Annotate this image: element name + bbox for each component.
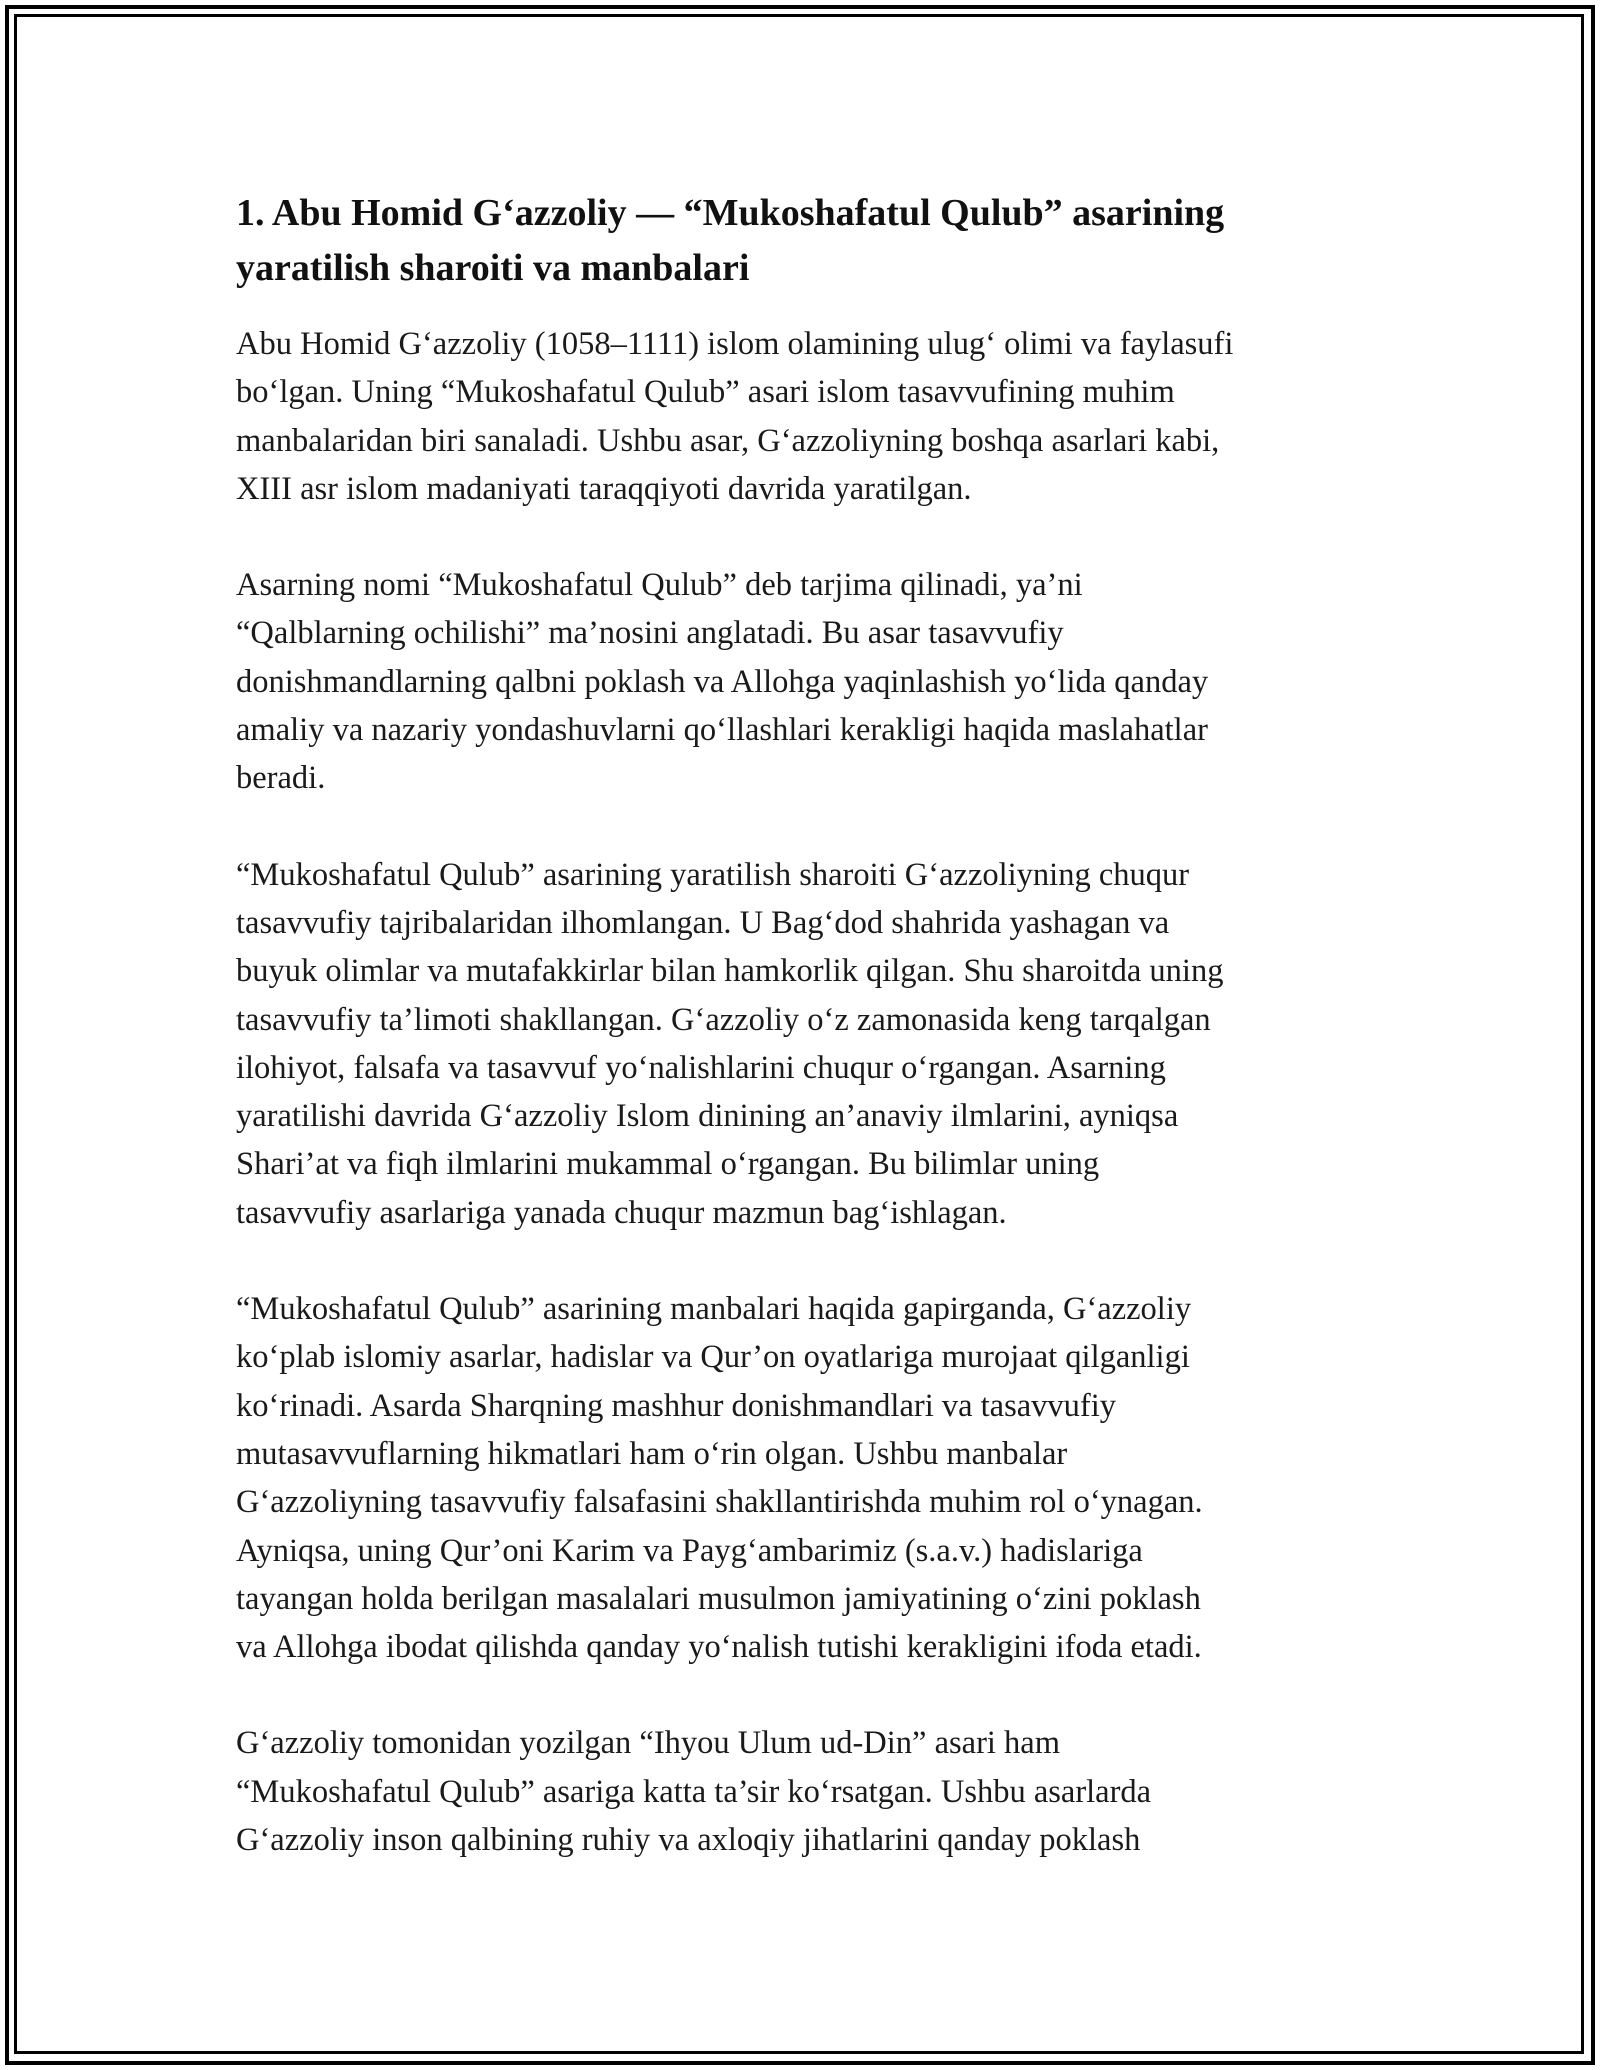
text-line: G‘azzoliy tomonidan yozilgan “Ihyou Ulum ud-Din” asari ham [236,1725,1061,1762]
text-line: buyuk olimlar va mutafakkirlar bilan hamkorlik qilgan. Shu sharoitda uning [236,953,1224,990]
text-line: va Allohga ibodat qilishda qanday yo‘nalish tutishi kerakligini ifoda etadi. [236,1629,1202,1666]
text-line: yaratilishi davrida G‘azzoliy Islom dinining an’anaviy ilmlarini, ayniqsa [236,1098,1179,1135]
text-line: “Mukoshafatul Qulub” asarining yaratilish sharoiti G‘azzoliyning chuqur [236,856,1190,893]
text-line: XIII asr islom madaniyati taraqqiyoti davrida yaratilgan. [236,470,972,507]
text-line: ilohiyot, falsafa va tasavvuf yo‘nalishlarini chuqur o‘rgangan. Asarning [236,1049,1166,1086]
heading-line: yaratilish sharoiti va manbalari [236,247,750,289]
paragraph-2 [236,561,1396,802]
text-line: amaliy va nazariy yondashuvlarni qo‘llashlari kerakligi haqida maslahatlar [236,712,1208,749]
text-line: manbalaridan biri sanaladi. Ushbu asar, G‘azzoliyning boshqa asarlari kabi, [236,422,1220,459]
text-line: “Mukoshafatul Qulub” asariga katta ta’sir ko‘rsatgan. Ushbu asarlarda [236,1773,1152,1810]
document-body [236,186,1396,1912]
text-line: Abu Homid G‘azzoliy (1058–1111) islom olamining ulug‘ olimi va faylasufi [236,326,1234,362]
text-line: ko‘rinadi. Asarda Sharqning mashhur donishmandlari va tasavvufiy [236,1387,1117,1424]
paragraph-4 [236,1285,1396,1671]
text-line: Asarning nomi “Mukoshafatul Qulub” deb tarjima qilinadi, ya’ni [236,567,1083,604]
text-line: tasavvufiy ta’limoti shakllangan. G‘azzoliy o‘z zamonasida keng tarqalgan [236,1001,1211,1038]
section-heading [236,186,1396,296]
text-line: G‘azzoliyning tasavvufiy falsafasini shakllantirishda muhim rol o‘ynagan. [236,1484,1203,1521]
text-line: mutasavvuflarning hikmatlari ham o‘rin olgan. Ushbu manbalar [236,1435,1068,1472]
paragraph-5 [236,1719,1396,1864]
text-line: beradi. [236,760,326,797]
text-line: Ayniqsa, uning Qur’oni Karim va Payg‘ambarimiz (s.a.v.) hadislariga [236,1532,1143,1569]
text-line: G‘azzoliy inson qalbining ruhiy va axloqiy jihatlarini qanday poklash [236,1822,1141,1859]
text-line: tasavvufiy asarlariga yanada chuqur mazmun bag‘ishlagan. [236,1194,1007,1231]
text-line: tasavvufiy tajribalaridan ilhomlangan. U Bag‘dod shahrida yashagan va [236,904,1170,941]
paragraph-3 [236,851,1396,1237]
text-line: tayangan holda berilgan masalalari musulmon jamiyatining o‘zini poklash [236,1580,1201,1617]
text-line: “Qalblarning ochilishi” ma’nosini anglatadi. Bu asar tasavvufiy [236,615,1064,652]
text-line: donishmandlarning qalbni poklash va Allohga yaqinlashish yo‘lida qanday [236,663,1209,700]
text-line: bo‘lgan. Uning “Mukoshafatul Qulub” asari islom tasavvufining muhim [236,374,1175,411]
heading-line: 1. Abu Homid G‘azzoliy — “Mukoshafatul Qulub” asarining [236,192,1225,234]
text-line: Shari’at va fiqh ilmlarini mukammal o‘rgangan. Bu bilimlar uning [236,1146,1100,1183]
text-line: ko‘plab islomiy asarlar, hadislar va Qur’on oyatlariga murojaat qilganligi [236,1339,1190,1376]
paragraph-1 [236,320,1396,513]
text-line: “Mukoshafatul Qulub” asarining manbalari haqida gapirganda, G‘azzoliy [236,1291,1192,1328]
